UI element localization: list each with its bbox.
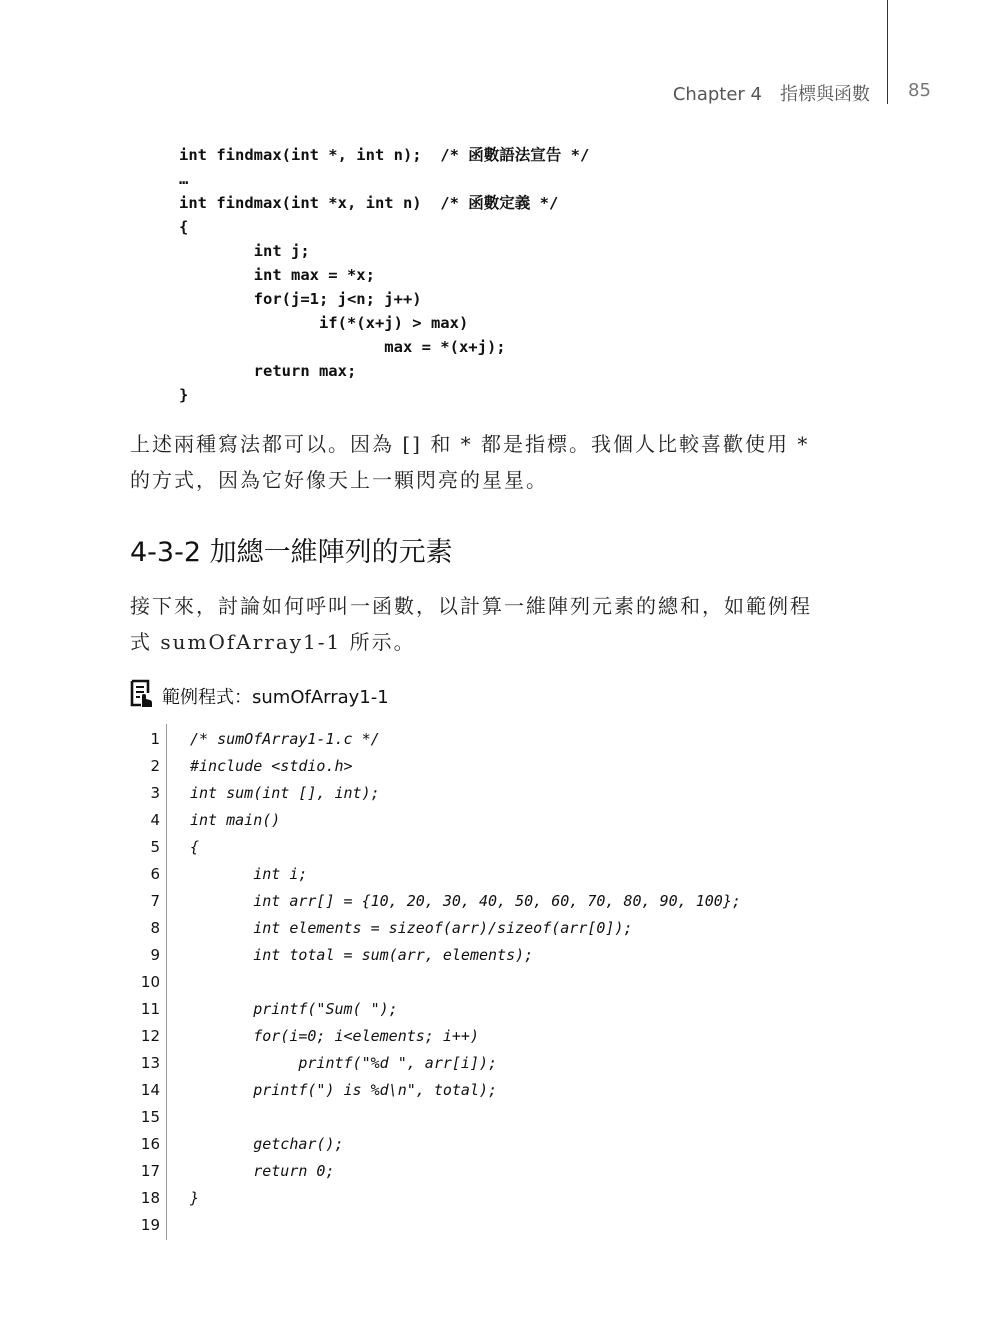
header-divider bbox=[887, 0, 888, 104]
line-number: 4 bbox=[150, 811, 160, 829]
code-line: } bbox=[179, 386, 189, 404]
paragraph-line: 上述兩種寫法都可以。因為 [] 和 * 都是指標。我個人比較喜歡使用 * bbox=[130, 432, 810, 456]
code-line: for(j=1; j<n; j++) bbox=[179, 290, 422, 308]
listing-code: getchar(); bbox=[190, 1135, 344, 1153]
line-number: 17 bbox=[140, 1162, 160, 1180]
body-paragraph-2 bbox=[130, 588, 875, 660]
code-line: int j; bbox=[179, 242, 310, 260]
paragraph-line: 的方式，因為它好像天上一顆閃亮的星星。 bbox=[130, 468, 548, 492]
line-number: 10 bbox=[140, 973, 160, 991]
line-number: 19 bbox=[140, 1216, 160, 1234]
line-number: 11 bbox=[140, 1000, 160, 1018]
line-number: 13 bbox=[140, 1054, 160, 1072]
line-number: 5 bbox=[150, 838, 160, 856]
section-title: 4-3-2 加總一維陣列的元素 bbox=[130, 537, 453, 568]
listing-code: printf(") is %d\n", total); bbox=[190, 1081, 498, 1099]
paragraph-line: 接下來，討論如何呼叫一函數，以計算一維陣列元素的總和，如範例程 bbox=[130, 594, 812, 618]
line-number: 9 bbox=[150, 946, 160, 964]
listing-code: int total = sum(arr, elements); bbox=[190, 946, 534, 964]
code-line: { bbox=[179, 218, 189, 236]
listing-code: for(i=0; i<elements; i++) bbox=[190, 1027, 479, 1045]
listing-code: /* sumOfArray1-1.c */ bbox=[190, 730, 380, 748]
line-number: 7 bbox=[150, 892, 160, 910]
code-line: if(*(x+j) > max) bbox=[179, 314, 469, 332]
listing-code: #include <stdio.h> bbox=[190, 757, 353, 775]
code-line: int findmax(int *x, int n) /* 函數定義 */ bbox=[179, 194, 559, 212]
listing-code: int sum(int [], int); bbox=[190, 784, 380, 802]
listing-code: } bbox=[190, 1189, 200, 1207]
listing-code: printf("%d ", arr[i]); bbox=[190, 1054, 498, 1072]
listing-code: return 0; bbox=[190, 1162, 335, 1180]
code-snippet bbox=[179, 143, 589, 407]
listing-divider bbox=[166, 724, 167, 1240]
line-number: 18 bbox=[140, 1189, 160, 1207]
listing-code: int elements = sizeof(arr)/sizeof(arr[0]); bbox=[190, 919, 633, 937]
line-number: 3 bbox=[150, 784, 160, 802]
listing-code: { bbox=[190, 838, 200, 856]
line-number: 16 bbox=[140, 1135, 160, 1153]
line-number: 14 bbox=[140, 1081, 160, 1099]
body-paragraph-1 bbox=[130, 426, 875, 498]
program-listing-icon bbox=[130, 679, 162, 714]
listing-code: int main() bbox=[190, 811, 281, 829]
line-number: 15 bbox=[140, 1108, 160, 1126]
example-label: 範例程式：sumOfArray1-1 bbox=[162, 687, 389, 708]
code-line: max = *(x+j); bbox=[179, 338, 506, 356]
code-line: int findmax(int *, int n); /* 函數語法宣告 */ bbox=[179, 146, 590, 164]
code-line: return max; bbox=[179, 362, 357, 380]
paragraph-line: 式 sumOfArray1-1 所示。 bbox=[130, 630, 416, 654]
listing-code: int arr[] = {10, 20, 30, 40, 50, 60, 70, 80, 90, 100}; bbox=[190, 892, 741, 910]
example-caption bbox=[130, 680, 389, 712]
page-number: 85 bbox=[908, 80, 931, 101]
line-number: 1 bbox=[150, 730, 160, 748]
code-line: … bbox=[179, 170, 189, 188]
listing-code: printf("Sum( "); bbox=[190, 1000, 398, 1018]
line-number: 6 bbox=[150, 865, 160, 883]
listing-code: int i; bbox=[190, 865, 308, 883]
code-line: int max = *x; bbox=[179, 266, 375, 284]
line-number: 12 bbox=[140, 1027, 160, 1045]
running-header: Chapter 4 指標與函數 bbox=[672, 84, 870, 105]
line-number: 2 bbox=[150, 757, 160, 775]
line-number: 8 bbox=[150, 919, 160, 937]
